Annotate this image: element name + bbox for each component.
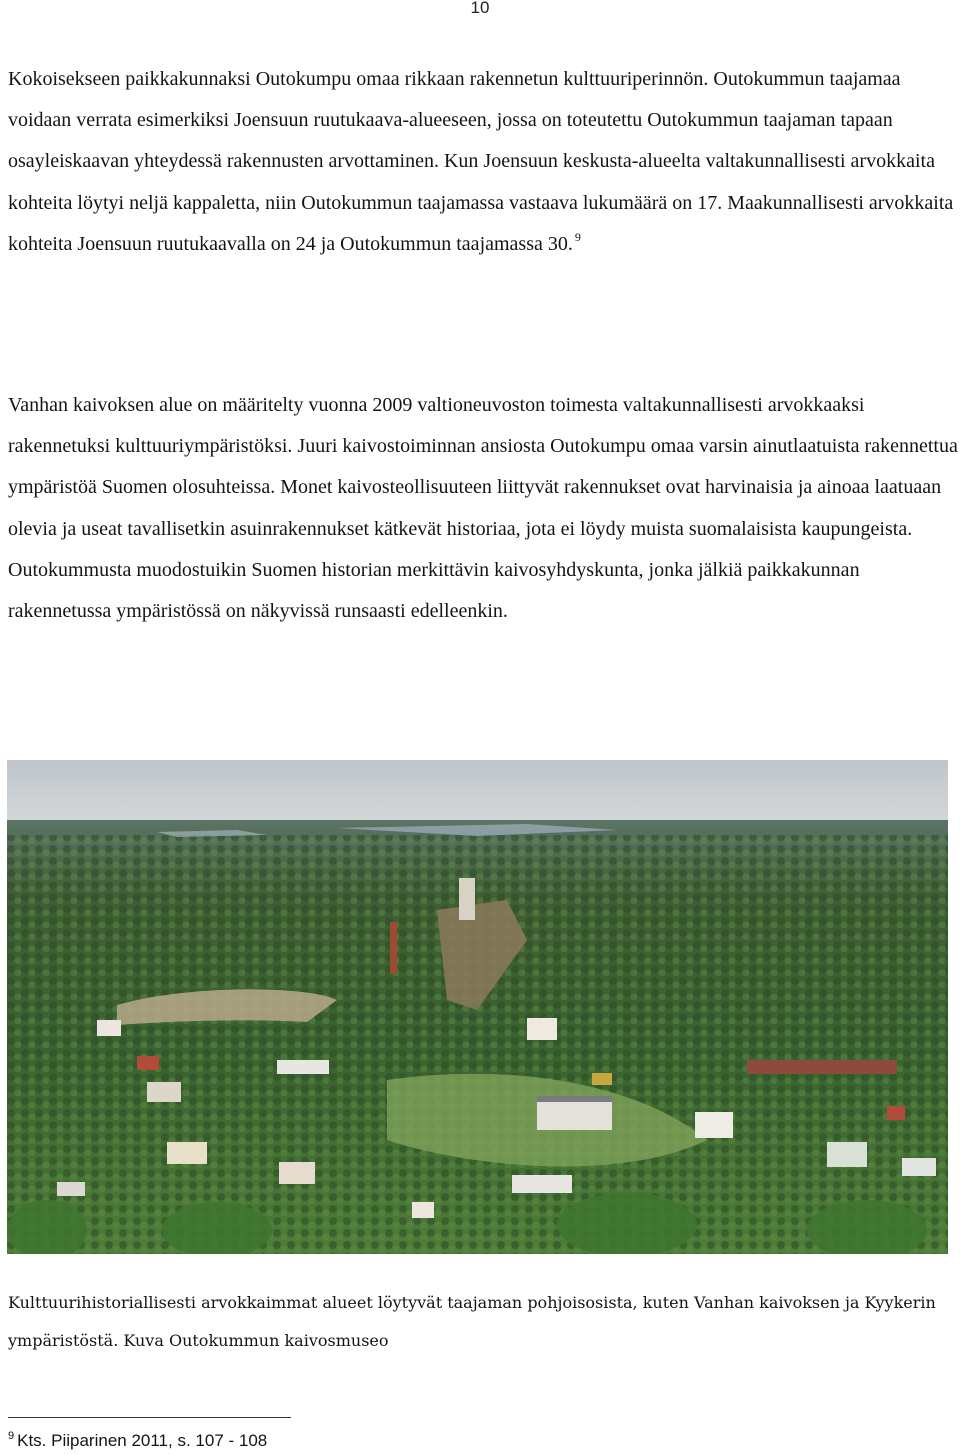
footnote-number: 9 [8,1430,15,1442]
chimney [390,922,397,974]
aerial-photo-outokumpu [7,760,948,1254]
paragraph-2: Vanhan kaivoksen alue on määritelty vuonna 2009 valtioneuvoston toimesta valtakunnallisesti arvokkaaksi rakennetuksi kulttuuriympäristöksi. Juuri kaivostoiminnan ansiosta Outokumpu omaa varsin ainutlaatuista rakennettua ympäristöä Suomen olosuhteissa. Monet kaivosteollisuuteen liittyvät rakennukset ovat harvinaisia ja ainoaa laatuaan olevia ja useat tavallisetkin asuinrakennukset kätkevät historiaa, jota ei löydy muista suomalaisista kaupungeista. Outokummusta muodostuikin Suomen historian merkittävin kaivosyhdyskunta, jonka jälkiä paikkakunnan rakennetussa ympäristössä on näkyvissä runsaasti edelleenkin. [8,394,958,623]
paragraph-1-text: Kokoisekseen paikkakunnaksi Outokumpu omaa rikkaan rakennetun kulttuuriperinnön. Outokummun taajamaa voidaan verrata esimerkiksi Joensuun ruutukaava-alueeseen, jossa on toteutettu Outokummun taajaman tapaan osayleiskaavan yhteydessä rakennusten arvottaminen. Kun Joensuun keskusta-alueelta valtakunnallisesti arvokkaita kohteita löytyi neljä kappaletta, niin Outokummun taajamassa vastaava lukumäärä on 17. Maakunnallisesti arvokkaita kohteita Joensuun ruutukaavalla on 24 ja Outokummun taajamassa 30. [8,68,954,255]
page-number: 10 [470,0,490,17]
sky [7,760,948,830]
figure-caption: Kulttuurihistoriallisesti arvokkaimmat alueet löytyvät taajaman pohjoisosista, kuten Vanhan kaivoksen ja Kyykerin ympäristöstä. Kuva Outokummun kaivosmuseo [8,1293,936,1350]
mine-tower [459,878,475,920]
footnote-separator [8,1417,291,1418]
forest-texture [7,835,948,1254]
footnote [8,1428,267,1454]
paragraph-1 [8,59,958,265]
footnote-reference[interactable]: 9 [574,229,581,244]
footnote-text: Kts. Piiparinen 2011, s. 107 - 108 [17,1431,268,1450]
